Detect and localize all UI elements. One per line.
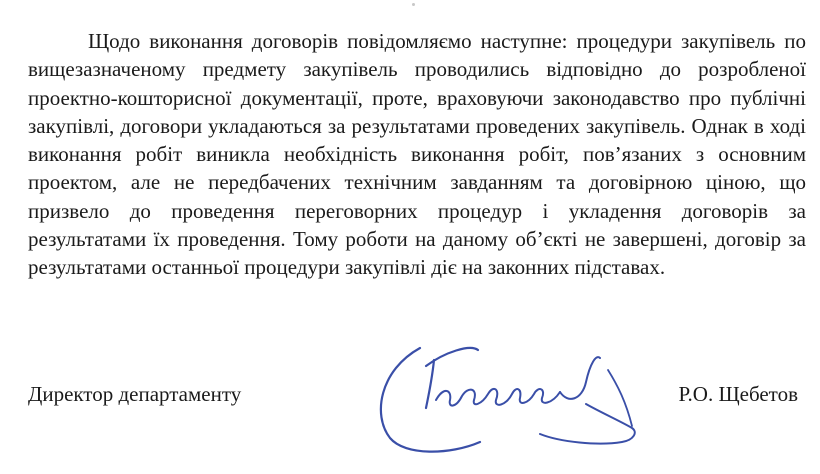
handwritten-signature <box>360 330 650 460</box>
letter-body-paragraph: Щодо виконання договорів повідомляємо наступне: процедури закупівель по вищезазначеному предмету закупівель проводились відповідно до розробленої проектно-кошторисної документації, проте, враховуючи законодавство про публічні закупівлі, договори укладаються за результатами проведених закупівель. Однак в ході виконання робіт виникла необхідність виконання робіт, пов’язаних з основним проектом, але не передбачених технічним завданням та договірною ціною, що призвело до проведення переговорних процедур і укладення договорів за результатами їх проведення. Тому роботи на даному об’єкті не завершені, договір за результатами останньої процедури закупівлі діє на законних підставах. <box>28 29 806 280</box>
signatory-title: Директор департаменту <box>28 382 242 406</box>
signatory-name: Р.О. Щебетов <box>678 382 798 406</box>
